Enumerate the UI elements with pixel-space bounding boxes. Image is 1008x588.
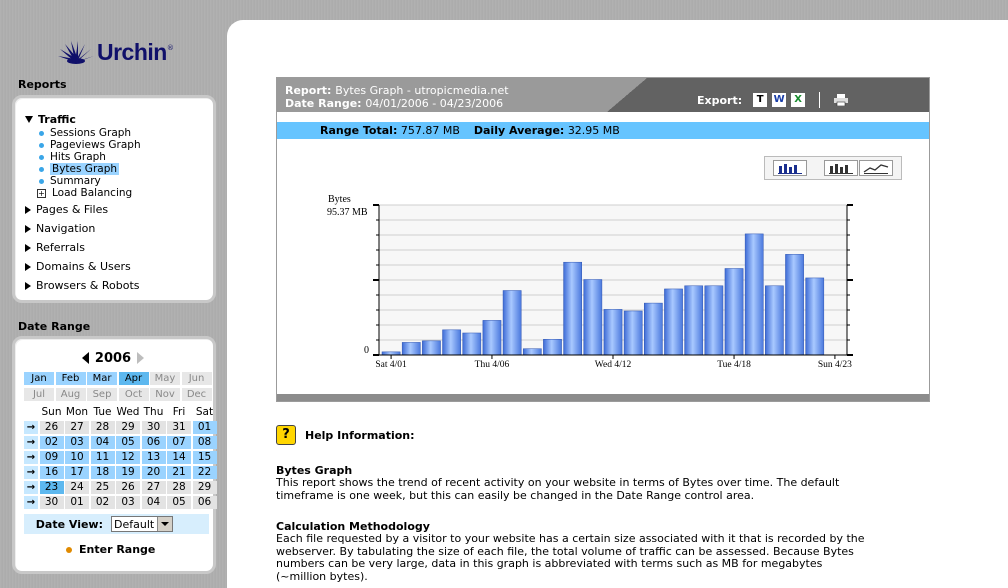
help-heading: Bytes Graph [276, 464, 353, 477]
chart-ymin-label: 0 [364, 345, 369, 356]
x-tick-label: Wed 4/12 [594, 360, 632, 370]
nav-load-balancing[interactable] [39, 187, 132, 199]
month-may: May [150, 372, 180, 385]
calendar-day[interactable]: 17 [65, 466, 89, 479]
select-week-arrow-icon[interactable]: → [24, 466, 38, 479]
weekday-header: Sat [195, 406, 214, 418]
nav-browsers-robots[interactable] [25, 279, 140, 292]
report-name: Bytes Graph - utropicmedia.net [335, 84, 509, 97]
bar-4-18 [725, 268, 743, 355]
calendar-day: 03 [116, 496, 140, 509]
date-view-label: Date View: [35, 517, 103, 531]
nav-sessions-graph[interactable] [39, 127, 131, 139]
calendar-day: 29 [193, 481, 217, 494]
calendar-day: 26 [40, 421, 64, 434]
daily-average-value: 32.95 MB [567, 124, 620, 137]
weekday-spacer [24, 406, 38, 419]
bar-4-10 [564, 262, 582, 355]
weekday-header: Tue [93, 406, 112, 418]
nav-section-label: Browsers & Robots [36, 279, 140, 292]
calendar-day: 26 [116, 481, 140, 494]
month-jun: Jun [182, 372, 212, 385]
help-header [276, 425, 976, 445]
day-grid [24, 406, 217, 509]
nav-item-label: Summary [50, 175, 101, 187]
range-summary-bar [277, 122, 929, 139]
bytes-chart [317, 191, 897, 371]
month-jan[interactable]: Jan [24, 372, 54, 385]
collapsed-arrow-icon [25, 206, 31, 214]
export-word-icon[interactable]: W [773, 94, 785, 105]
nav-item-label: Pageviews Graph [50, 139, 141, 151]
calendar-day[interactable]: 08 [193, 436, 217, 449]
compare-bar-icon [828, 162, 854, 174]
enter-range-link[interactable] [66, 543, 155, 556]
range-total-value: 757.87 MB [400, 124, 460, 137]
bar-4-02 [402, 342, 420, 355]
bar-4-11 [584, 280, 602, 355]
nav-pageviews-graph[interactable] [39, 139, 141, 151]
bullet-icon [39, 131, 44, 136]
calendar-day[interactable]: 13 [142, 451, 166, 464]
date-view-select[interactable] [111, 516, 173, 532]
logo-trademark: ® [166, 44, 174, 52]
calendar-day[interactable]: 20 [142, 466, 166, 479]
month-dec: Dec [182, 388, 212, 401]
calendar-day: 05 [167, 496, 191, 509]
nav-section-label: Pages & Files [36, 203, 109, 216]
print-icon[interactable] [834, 94, 848, 106]
prev-year-icon[interactable] [82, 352, 89, 364]
nav-hits-graph[interactable] [39, 151, 106, 163]
graph-type-toggles [764, 156, 902, 180]
calendar-day[interactable]: 16 [40, 466, 64, 479]
nav-traffic-label: Traffic [38, 113, 76, 126]
calendar-day: 27 [65, 421, 89, 434]
collapsed-arrow-icon [25, 282, 31, 290]
reports-panel [12, 95, 216, 303]
calendar-day[interactable]: 06 [142, 436, 166, 449]
calendar-day: 01 [65, 496, 89, 509]
calendar-day: 25 [91, 481, 115, 494]
chart-ymax-label: 95.37 MB [327, 207, 368, 218]
nav-item-label: Sessions Graph [50, 127, 132, 139]
bullet-icon [39, 167, 44, 172]
calendar-day[interactable]: 07 [167, 436, 191, 449]
month-apr[interactable]: Apr [119, 372, 149, 385]
collapsed-arrow-icon [25, 244, 31, 252]
calendar-day[interactable]: 01 [193, 421, 217, 434]
nav-traffic[interactable] [25, 113, 76, 126]
next-year-icon[interactable] [137, 352, 144, 364]
calendar-day[interactable]: 05 [116, 436, 140, 449]
export-bar [697, 92, 848, 108]
bar-4-19 [745, 234, 763, 355]
nav-navigation[interactable] [25, 222, 95, 235]
calendar-day[interactable]: 18 [91, 466, 115, 479]
bullet-icon [39, 179, 44, 184]
calendar-day[interactable]: 04 [91, 436, 115, 449]
bar-4-15 [664, 289, 682, 355]
help-question-icon: ? [276, 425, 296, 445]
expand-plus-icon[interactable]: + [38, 188, 45, 198]
report-header-info [277, 78, 627, 112]
nav-item-label: Hits Graph [50, 151, 106, 163]
calendar-day: 02 [91, 496, 115, 509]
reports-heading: Reports [18, 78, 67, 91]
line-graph-toggle[interactable] [859, 160, 893, 176]
calendar-day[interactable]: 19 [116, 466, 140, 479]
weekday-header: Mon [65, 406, 89, 418]
collapsed-arrow-icon [25, 225, 31, 233]
nav-section-label: Referrals [36, 241, 85, 254]
chart-ylabel: Bytes [328, 194, 351, 205]
export-label: Export: [697, 93, 743, 107]
calendar-day[interactable]: 21 [167, 466, 191, 479]
select-week-arrow-icon[interactable]: → [24, 421, 38, 434]
month-oct: Oct [119, 388, 149, 401]
bar-4-09 [543, 339, 561, 355]
logo-text: Urchin [97, 38, 167, 65]
calendar-day[interactable]: 23 [40, 481, 64, 494]
nav-summary[interactable] [39, 175, 101, 187]
month-nov: Nov [150, 388, 180, 401]
bar-4-13 [624, 311, 642, 355]
date-range-value: 04/01/2006 - 04/23/2006 [365, 97, 504, 110]
date-view-row [24, 514, 209, 534]
expanded-arrow-icon [25, 116, 33, 123]
bullet-icon [39, 143, 44, 148]
bar-4-06 [483, 320, 501, 355]
nav-item-label-selected: Bytes Graph [52, 163, 118, 175]
urchin-logo [55, 38, 195, 66]
bar-4-22 [806, 278, 824, 355]
line-graph-icon [863, 162, 889, 174]
nav-domains-users[interactable] [25, 260, 131, 273]
calendar-day: 29 [116, 421, 140, 434]
calendar-day[interactable]: 09 [40, 451, 64, 464]
bar-4-04 [443, 330, 461, 355]
divider [819, 92, 820, 108]
calendar-day[interactable]: 10 [65, 451, 89, 464]
bullet-icon [39, 155, 44, 160]
calendar-day: 30 [40, 496, 64, 509]
report-footer-bar [277, 394, 929, 401]
help-bytes-graph [276, 464, 976, 502]
calendar-day: 04 [142, 496, 166, 509]
bar-graph-icon [777, 162, 803, 174]
calendar-day: 24 [65, 481, 89, 494]
help-section [276, 425, 976, 583]
help-calculation [276, 520, 976, 583]
month-jul: Jul [24, 388, 54, 401]
x-tick-label: Thu 4/06 [474, 360, 510, 370]
bar-4-08 [523, 349, 541, 355]
calendar-day[interactable]: 11 [91, 451, 115, 464]
x-tick-label: Sun 4/23 [817, 360, 852, 370]
weekday-header: Sun [41, 406, 62, 418]
select-week-arrow-icon[interactable]: → [24, 496, 38, 509]
calendar-day[interactable]: 22 [193, 466, 217, 479]
export-text-icon[interactable]: T [753, 93, 767, 107]
help-text: Each file requested by a visitor to your website has a certain size associated with it that is recorded by the webserver. By tabulating the size of each file, the total volume of traffic can be assessed. Because Bytes numbers can be very large, data in this graph is abbreviated with terms such as MB for megabytes (~million bytes). [276, 532, 865, 583]
date-range-heading: Date Range [18, 320, 91, 333]
month-sep: Sep [87, 388, 117, 401]
calendar-day: 28 [91, 421, 115, 434]
bar-4-17 [705, 286, 723, 355]
bar-4-16 [685, 286, 703, 355]
calendar-day: 06 [193, 496, 217, 509]
nav-bytes-graph[interactable] [39, 163, 119, 175]
bar-4-05 [463, 333, 481, 355]
year-label: 2006 [94, 350, 132, 366]
weekday-header: Fri [172, 406, 186, 418]
daily-average-label: Daily Average: [473, 124, 565, 137]
calendar-day[interactable]: 02 [40, 436, 64, 449]
calendar-day: 27 [142, 481, 166, 494]
nav-referrals[interactable] [25, 241, 85, 254]
help-text: This report shows the trend of recent activity on your website in terms of Bytes over time. The default timeframe is one week, but this can easily be changed in the Date Range control area. [276, 476, 840, 502]
calendar-day[interactable]: 12 [116, 451, 140, 464]
report-box [276, 77, 930, 402]
collapsed-arrow-icon [25, 263, 31, 271]
select-week-arrow-icon[interactable]: → [24, 481, 38, 494]
select-week-arrow-icon[interactable]: → [24, 451, 38, 464]
report-label: Report: [285, 84, 332, 97]
x-tick-label: Tue 4/18 [717, 360, 751, 370]
nav-section-label: Domains & Users [36, 260, 131, 273]
calendar-day: 30 [142, 421, 166, 434]
month-grid [24, 372, 212, 401]
calendar-day[interactable]: 15 [193, 451, 217, 464]
month-mar[interactable]: Mar [87, 372, 117, 385]
year-selector [68, 350, 158, 366]
bar-4-12 [604, 309, 622, 355]
x-tick-label: Sat 4/01 [375, 360, 407, 370]
date-range-label: Date Range: [285, 97, 362, 110]
weekday-header: Wed [116, 406, 140, 418]
month-feb[interactable]: Feb [56, 372, 86, 385]
date-view-value: Default [114, 517, 155, 531]
compare-bar-toggle[interactable] [824, 160, 858, 176]
bullet-icon [66, 547, 72, 553]
calendar-day[interactable]: 03 [65, 436, 89, 449]
dropdown-arrow-icon[interactable] [157, 517, 172, 531]
nav-section-label: Navigation [36, 222, 96, 235]
export-excel-icon[interactable]: X [791, 93, 805, 107]
select-week-arrow-icon[interactable]: → [24, 436, 38, 449]
help-heading: Calculation Methodology [276, 520, 430, 533]
range-total-label: Range Total: [320, 124, 398, 137]
urchin-logo-icon [55, 40, 95, 64]
calendar-day[interactable]: 14 [167, 451, 191, 464]
bar-4-21 [785, 254, 803, 355]
month-aug: Aug [56, 388, 86, 401]
bar-4-03 [422, 341, 440, 355]
enter-range-label: Enter Range [79, 543, 156, 556]
nav-item-label: Load Balancing [52, 187, 133, 199]
chart-xticks [375, 355, 852, 370]
bar-4-20 [765, 286, 783, 355]
help-title: Help Information: [305, 428, 415, 442]
header-slant [607, 78, 647, 112]
calendar-day: 31 [167, 421, 191, 434]
weekday-header: Thu [143, 406, 164, 418]
nav-pages-files[interactable] [25, 203, 108, 216]
bar-4-07 [503, 291, 521, 355]
calendar-day: 28 [167, 481, 191, 494]
bar-4-14 [644, 303, 662, 355]
compare-toggles [824, 160, 893, 176]
bar-graph-toggle[interactable] [773, 160, 807, 176]
